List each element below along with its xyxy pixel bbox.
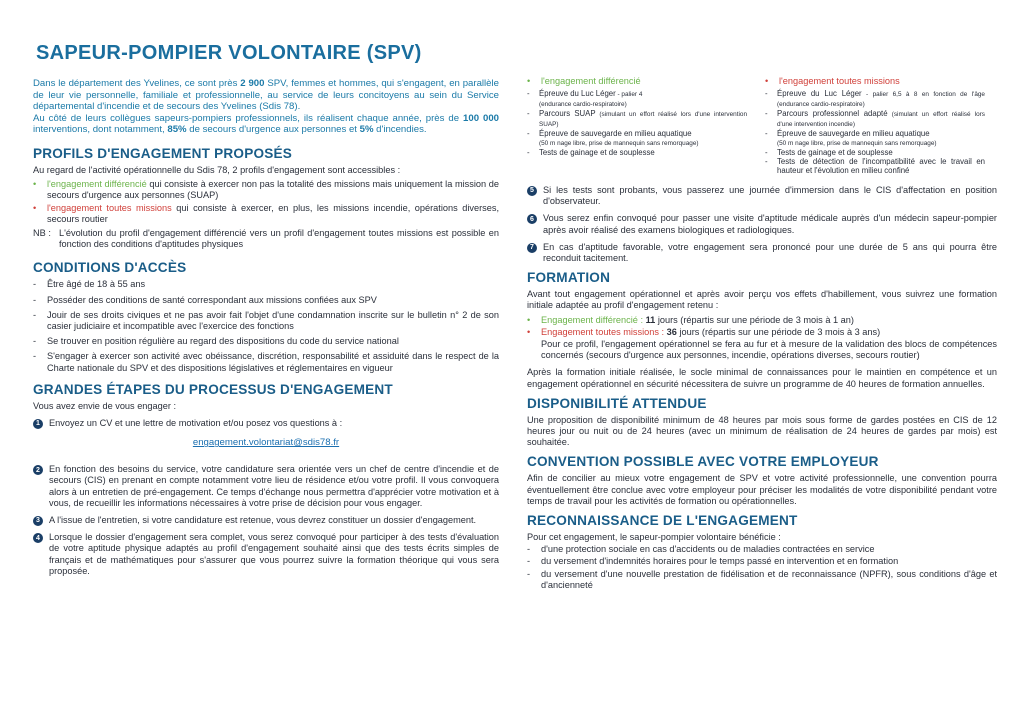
bullet-icon: • <box>765 76 769 86</box>
list-item-text: du versement d'une nouvelle prestation de fidélisation et de reconnaissance (NPFR), sous conditions d'âge et d'ancienneté <box>541 568 997 590</box>
formation-lead: Avant tout engagement opérationnel et après avoir perçu vos effets d'habillement, vous suivrez une formation initiale adaptée au profil d'engagement retenu : <box>527 289 997 311</box>
test-name: Parcours professionnel adapté <box>777 109 888 118</box>
step-number-badge: 6 <box>527 214 537 224</box>
step-number-badge: 5 <box>527 186 537 196</box>
step-5 <box>527 185 997 207</box>
test-name: Épreuve du Luc Léger <box>777 89 862 98</box>
list-item <box>527 544 997 555</box>
tests-header <box>527 76 747 86</box>
profil-desc: qui consiste à exercer non pas la totalité des missions mais uniquement la mission de secours d'urgence aux personnes (SUAP) <box>47 179 499 201</box>
formation-period: jours (répartis sur une période de 3 mois à 3 ans) <box>676 326 881 337</box>
dash-mark: - <box>765 129 768 138</box>
step-1 <box>33 418 499 429</box>
step-text: Vous serez enfin convoqué pour passer une visite d'aptitude médicale auprès d'un médecin sapeur-pompier après avoir réalisé des examens biologiques et radiologiques. <box>543 213 997 235</box>
formation-sep: : <box>658 326 667 337</box>
right-column <box>527 76 997 592</box>
tests-differencie <box>527 76 747 175</box>
step-text: Si les tests sont probants, vous passerez une journée d'immersion dans le CIS d'affectation en position d'observateur. <box>543 185 997 207</box>
profil-label-differencie: l'engagement différencié <box>47 179 147 190</box>
contact-email <box>33 437 499 448</box>
test-name: Épreuve du Luc Léger <box>539 89 616 98</box>
list-item <box>765 148 985 157</box>
dash-mark: - <box>765 89 768 98</box>
formation-days: 11 <box>645 314 656 325</box>
step-text: Lorsque le dossier d'engagement sera complet, vous serez convoqué pour participer à des tests d'évaluation de votre aptitude physique adaptés au profil d'engagement souhaité ainsi que des tests écrits simples de français et de mathématiques pour s'assurer que vous pourrez suivre la formation théorique qui vous sera proposée. <box>49 532 499 576</box>
formation-sep: : <box>637 314 646 325</box>
intro-text: d'incendies. <box>373 124 427 136</box>
dash-mark: - <box>527 568 531 579</box>
list-item <box>527 556 997 567</box>
dash-mark: - <box>527 89 530 98</box>
dash-mark: - <box>527 109 530 118</box>
test-detail: - palier 4 <box>615 91 643 98</box>
profil-text <box>47 179 499 201</box>
section-title-convention: CONVENTION POSSIBLE AVEC VOTRE EMPLOYEUR <box>527 454 879 470</box>
dash-mark: - <box>527 129 530 138</box>
disponibilite-text: Une proposition de disponibilité minimum de 48 heures par mois sous forme de gardes postées en CIS de 12 heures jour ou nuit ou de 24 heures (avec un minimum de réalisation de 24 heures de gardes par mois) est souhaitée. <box>527 414 997 448</box>
step-text: En cas d'aptitude favorable, votre engagement sera prononcé pour une durée de 5 ans qui pourra être reconduit tacitement. <box>543 241 997 264</box>
test-name: Tests de gainage et de souplesse <box>539 148 655 157</box>
note-label: NB : <box>33 227 51 238</box>
test-detail: (endurance cardio-respiratoire) <box>539 101 627 108</box>
list-item-text: S'engager à exercer son activité avec obéissance, discrétion, responsabilité et assiduité dans le respect de la Charte nationale du SPV et des dispositions législatives et réglementaires en vigueur <box>47 351 499 373</box>
intro-spv-count: 2 900 <box>240 78 265 89</box>
page-title: SAPEUR-POMPIER VOLONTAIRE (SPV) <box>36 42 422 64</box>
bullet-icon: • <box>527 326 531 337</box>
step-number-badge: 7 <box>527 243 537 253</box>
step-7 <box>527 242 997 264</box>
list-item <box>33 336 499 347</box>
dash-mark: - <box>527 556 531 567</box>
dash-mark: - <box>33 351 37 362</box>
section-title-reconnaissance: RECONNAISSANCE DE L'ENGAGEMENT <box>527 513 798 529</box>
formation-label: Engagement toutes missions <box>541 326 659 337</box>
list-item-text: d'une protection sociale en cas d'accidents ou de maladies contractées en service <box>541 544 875 555</box>
intro-fire-percent: 5% <box>359 124 374 136</box>
bullet-icon: • <box>527 314 531 325</box>
test-name: Parcours SUAP <box>539 109 596 118</box>
step-text: Envoyez un CV et une lettre de motivation et/ou posez vos questions à : <box>49 418 343 429</box>
intro-paragraph-2 <box>33 113 499 136</box>
step-4 <box>33 532 499 577</box>
conditions-list <box>33 279 499 373</box>
formation-label: Engagement différencié <box>541 314 638 325</box>
profil-item-differencie <box>33 179 499 201</box>
step-number-badge: 3 <box>33 516 43 526</box>
bullet-icon: • <box>33 202 37 213</box>
intro-text: de secours d'urgence aux personnes et <box>186 124 360 136</box>
tests-toutes-missions <box>765 76 985 175</box>
tests-list <box>765 89 985 175</box>
intro-interventions-count: 100 000 <box>463 112 499 124</box>
list-item-text: Jouir de ses droits civiques et ne pas avoir fait l'objet d'une condamnation inscrite sur le bulletin n° 2 de son casier judiciaire et incompatible avec l'exercice des fonctions <box>47 309 499 331</box>
dash-mark: - <box>527 544 531 555</box>
dash-mark: - <box>765 157 768 166</box>
section-title-conditions: CONDITIONS D'ACCÈS <box>33 260 187 276</box>
list-item-text: du versement d'indemnités horaires pour le temps passé en intervention et en formation <box>541 556 899 567</box>
step-text: A l'issue de l'entretien, si votre candidature est retenue, vous devrez constituer un dossier d'engagement. <box>49 515 477 526</box>
tests-list <box>527 89 747 157</box>
intro-text: interventions, dont notamment, <box>33 124 168 136</box>
profils-note <box>33 228 499 250</box>
list-item-text: Se trouver en position régulière au regard des dispositions du code du service national <box>47 336 399 347</box>
test-name: Épreuve de sauvegarde en milieu aquatique <box>777 129 930 138</box>
section-title-formation: FORMATION <box>527 270 611 286</box>
dash-mark: - <box>33 336 37 347</box>
list-item <box>765 89 985 109</box>
intro-text: Dans le département des Yvelines, ce sont près <box>33 78 241 89</box>
reconnaissance-lead: Pour cet engagement, le sapeur-pompier volontaire bénéficie : <box>527 532 781 543</box>
test-detail: (50 m nage libre, prise de mannequin sans remorquage) <box>539 140 699 147</box>
list-item-text: Être âgé de 18 à 55 ans <box>47 279 146 290</box>
left-column <box>33 78 499 583</box>
formation-after: Après la formation initiale réalisée, le socle minimal de connaissances pour le maintien en compétence et un engagement opérationnel en sécurité nécessitera de suivre un programme de 40 heures de formation annuelles. <box>527 367 997 389</box>
profil-desc: qui consiste à exercer, en plus, les missions incendie, opérations diverses, secours routier <box>47 202 500 224</box>
physical-tests <box>527 76 997 175</box>
section-title-etapes: GRANDES ÉTAPES DU PROCESSUS D'ENGAGEMENT <box>33 381 393 397</box>
test-detail: (50 m nage libre, prise de mannequin sans remorquage) <box>777 140 937 147</box>
dash-mark: - <box>33 279 37 290</box>
note-text: L'évolution du profil d'engagement différencié vers un profil d'engagement toutes missions est possible en fonction des conditions d'aptitudes physiques <box>59 227 499 250</box>
etapes-lead: Vous avez envie de vous engager : <box>33 400 177 411</box>
test-detail: (simulant un effort réalisé lors d'une intervention incendie) <box>777 111 985 128</box>
tests-title-differencie: l'engagement différencié <box>541 76 641 86</box>
formation-list <box>527 315 997 362</box>
intro-paragraph-1 <box>33 78 499 113</box>
convention-text: Afin de concilier au mieux votre engagement de SPV et votre activité professionnelle, une convention pourra éventuellement être conclue avec votre employeur pour préciser les modalités de votre disponibilité pendant votre temps de travail pour les activités de formation ou opérationnelles. <box>527 473 997 506</box>
step-3 <box>33 515 499 526</box>
test-name: Épreuve de sauvegarde en milieu aquatique <box>539 129 692 138</box>
bullet-icon: • <box>527 76 531 86</box>
reconnaissance-list <box>527 544 997 591</box>
list-item <box>527 569 997 591</box>
intro-text: SPV, femmes et hommes, qui s'engagent, en parallèle de leur vie personnelle, familiale et professionnelle, au service de leurs concitoyens au sein du Service départemental d'incendie et de secours des Yvelines (Sdis 78). <box>33 78 499 113</box>
dash-mark: - <box>527 148 530 157</box>
test-detail: - palier 6,5 à 8 en fonction de l'âge (endurance cardio-respiratoire) <box>777 91 985 108</box>
list-item-text: Posséder des conditions de santé correspondant aux missions confiées aux SPV <box>47 294 377 305</box>
formation-days: 36 <box>666 326 677 337</box>
step-2 <box>33 464 499 509</box>
dash-mark: - <box>33 294 37 305</box>
step-6 <box>527 213 997 235</box>
step-number-badge: 2 <box>33 465 43 475</box>
list-item <box>33 310 499 332</box>
step-text: En fonction des besoins du service, votre candidature sera orientée vers un chef de centre d'incendie et de secours (CIS) en prenant en compte notamment votre lieu de résidence et/ou votre profil. Il vous convoquera alors à un entretien de pré-engagement. Ce temps d'échange nous permettra d'apprécier votre motivation et à vous, de recueillir les informations nécessaires à votre prise de décision pour vous engager. <box>49 464 499 508</box>
email-link[interactable]: engagement.volontariat@sdis78.fr <box>192 437 340 449</box>
profil-text <box>47 203 499 225</box>
formation-note: Pour ce profil, l'engagement opérationnel se fera au fur et à mesure de la validation des blocs de compétences concernés (secours d'urgence aux personnes, incendie, opérations diverses, secours routier) <box>541 339 997 361</box>
intro-suap-percent: 85% <box>167 124 187 136</box>
list-item <box>527 129 747 148</box>
profil-label-toutes-missions: l'engagement toutes missions <box>47 202 172 213</box>
section-title-profils: PROFILS D'ENGAGEMENT PROPOSÉS <box>33 145 293 161</box>
list-item <box>765 109 985 129</box>
dash-mark: - <box>765 109 768 118</box>
test-name: Tests de gainage et de souplesse <box>777 148 893 157</box>
profil-item-toutes-missions <box>33 203 499 225</box>
tests-header <box>765 76 985 86</box>
intro-text: Au côté de leurs collègues sapeurs-pompiers professionnels, ils réalisent chaque année, près de <box>33 112 464 124</box>
list-item <box>765 129 985 148</box>
list-item <box>33 295 499 306</box>
section-title-disponibilite: DISPONIBILITÉ ATTENDUE <box>527 395 707 411</box>
test-detail: (simulant un effort réalisé lors d'une intervention SUAP) <box>539 111 747 128</box>
bullet-icon: • <box>33 179 37 190</box>
tests-title-toutes-missions: l'engagement toutes missions <box>779 76 900 86</box>
step-number-badge: 1 <box>33 419 43 429</box>
formation-period: jours (répartis sur une période de 3 mois à 1 an) <box>655 314 854 325</box>
dash-mark: - <box>33 309 37 320</box>
formation-item-toutes-missions <box>527 327 997 338</box>
list-item <box>527 109 747 129</box>
list-item <box>33 351 499 373</box>
formation-item-differencie <box>527 315 997 326</box>
list-item <box>765 157 985 175</box>
list-item <box>527 89 747 109</box>
list-item <box>527 148 747 157</box>
profils-lead: Au regard de l'activité opérationnelle du Sdis 78, 2 profils d'engagement sont accessibles : <box>33 164 401 175</box>
step-number-badge: 4 <box>33 533 43 543</box>
list-item <box>33 279 499 290</box>
dash-mark: - <box>765 148 768 157</box>
test-name: Tests de détection de l'incompatibilité avec le travail en hauteur et l'évolution en milieu confiné <box>777 157 985 175</box>
